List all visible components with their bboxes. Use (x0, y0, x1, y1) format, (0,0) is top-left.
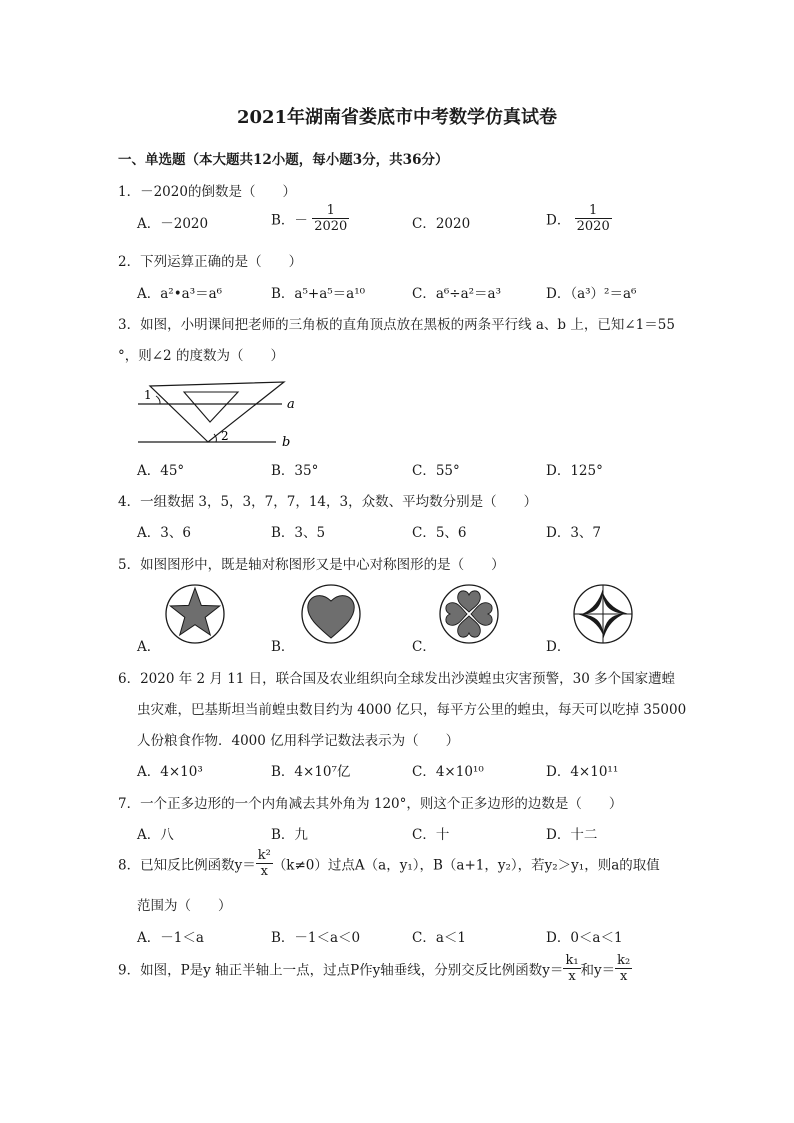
q8-stem-line1 (118, 848, 660, 879)
q5-option-a: A． (137, 639, 161, 655)
q4-stem: 4．一组数据 3，5，3，7，7，14，3，众数、平均数分别是（ ） (118, 494, 538, 510)
q3-stem-line1: 3．如图，小明课间把老师的三角板的直角顶点放在黑板的两条平行线 a、b 上，已知∠1＝55 (118, 317, 675, 333)
q2-option-b: B．a⁵+a⁵＝a¹⁰ (271, 286, 366, 302)
q7-option-c: C．十 (412, 827, 450, 843)
fraction-denominator: x (260, 864, 268, 879)
q1-option-d-prefix: D． (546, 212, 571, 229)
q8-stem-line2: 范围为（ ） (137, 898, 232, 914)
q1-option-b-fraction (312, 203, 349, 234)
fraction-denominator: 2020 (576, 219, 610, 234)
q3-option-d: D．125° (546, 463, 603, 479)
q8-option-c: C．a＜1 (412, 930, 466, 946)
line-b-label: b (282, 435, 291, 448)
q5-option-b: B． (271, 639, 295, 655)
section-heading: 一、单选题（本大题共12小题，每小题3分，共36分） (118, 152, 449, 168)
q1-option-b (271, 203, 349, 234)
q8-stem-prefix: 8．已知反比例函数y＝ (118, 857, 256, 874)
line-a-label: a (287, 397, 295, 412)
q1-option-b-prefix: B．－ (271, 212, 308, 229)
triangle-outer (150, 382, 284, 442)
fraction-numerator: 1 (575, 203, 612, 219)
q8-option-d: D．0＜a＜1 (546, 930, 623, 946)
q4-option-b: B．3、5 (271, 525, 326, 541)
q7-stem: 7．一个正多边形的一个内角减去其外角为 120°，则这个正多边形的边数是（ ） (118, 796, 623, 812)
q5-stem: 5．如图图形中，既是轴对称图形又是中心对称图形的是（ ） (118, 557, 505, 573)
q3-option-b: B．35° (271, 463, 319, 479)
q3-option-a: A．45° (137, 463, 185, 479)
q7-option-a: A．八 (137, 827, 174, 843)
q6-stem-line3: 人份粮食作物．4000 亿用科学记数法表示为（ ） (137, 733, 460, 749)
angle-2-label: 2 (221, 429, 229, 443)
q8-fraction (256, 848, 273, 879)
q2-option-c: C．a⁶÷a²＝a³ (412, 286, 502, 302)
q4-option-c: C．5、6 (412, 525, 467, 541)
q8-option-a: A．－1＜a (137, 930, 204, 946)
fraction-denominator: x (568, 969, 576, 984)
q6-option-b: B．4×10⁷亿 (271, 764, 351, 780)
page-title: 2021年湖南省娄底市中考数学仿真试卷 (236, 107, 558, 128)
angle-1-arc (156, 396, 160, 404)
q3-option-c: C．55° (412, 463, 460, 479)
q4-option-a: A．3、6 (137, 525, 191, 541)
q6-option-c: C．4×10¹⁰ (412, 764, 484, 780)
parallel-lines-triangle-figure (134, 368, 304, 448)
heart-in-circle-figure (300, 583, 362, 645)
q5-option-d: D． (546, 639, 571, 655)
q1-option-c: C．2020 (412, 216, 471, 232)
q2-option-d: D．（a³）²＝a⁶ (546, 286, 637, 302)
q6-option-d: D．4×10¹¹ (546, 764, 619, 780)
q2-option-a: A．a²•a³＝a⁶ (137, 286, 223, 302)
q5-option-c: C． (412, 639, 436, 655)
q9-fraction-1 (563, 953, 580, 984)
q4-option-d: D．3、7 (546, 525, 602, 541)
q1-option-a: A．－2020 (137, 216, 209, 232)
q9-stem-line1 (118, 953, 632, 984)
fraction-numerator: k₁ (565, 953, 579, 968)
q2-stem: 2．下列运算正确的是（ ） (118, 254, 303, 270)
q6-option-a: A．4×10³ (137, 764, 203, 780)
q9-stem-mid: 和y＝ (580, 962, 616, 979)
q1-option-d-fraction (575, 203, 612, 234)
curved-quadrants-in-circle-figure (572, 583, 634, 645)
q1-option-d (546, 203, 612, 234)
q9-fraction-2 (615, 953, 632, 984)
star-in-circle-figure (164, 583, 226, 645)
fraction-denominator: x (620, 969, 628, 984)
fraction-numerator: k₂ (617, 953, 631, 968)
fraction-numerator: 1 (312, 203, 349, 219)
q9-stem-prefix: 9．如图，P是y 轴正半轴上一点，过点P作y轴垂线，分别交反比例函数y＝ (118, 962, 564, 979)
triangle-inner (184, 392, 238, 422)
fraction-numerator: k² (257, 848, 271, 863)
fraction-denominator: 2020 (314, 219, 348, 234)
q6-stem-line2: 虫灾难，巴基斯坦当前蝗虫数目约为 4000 亿只，每平方公里的蝗虫，每天可以吃掉 35000 (137, 702, 687, 718)
q6-stem-line1: 6．2020 年 2 月 11 日，联合国及农业组织向全球发出沙漠蝗虫灾害预警，30 多个国家遭蝗 (118, 671, 676, 687)
angle-1-label: 1 (144, 388, 152, 402)
q7-option-d: D．十二 (546, 827, 598, 843)
q8-option-b: B．－1＜a＜0 (271, 930, 361, 946)
q3-stem-line2: °，则∠2 的度数为（ ） (118, 348, 284, 364)
q7-option-b: B．九 (271, 827, 308, 843)
q8-stem-suffix: （k≠0）过点A（a，y₁），B（a+1，y₂），若y₂＞y₁，则a的取值 (272, 857, 660, 874)
four-hearts-in-circle-figure (438, 583, 500, 645)
q1-stem: 1．－2020的倒数是（ ） (118, 184, 296, 200)
